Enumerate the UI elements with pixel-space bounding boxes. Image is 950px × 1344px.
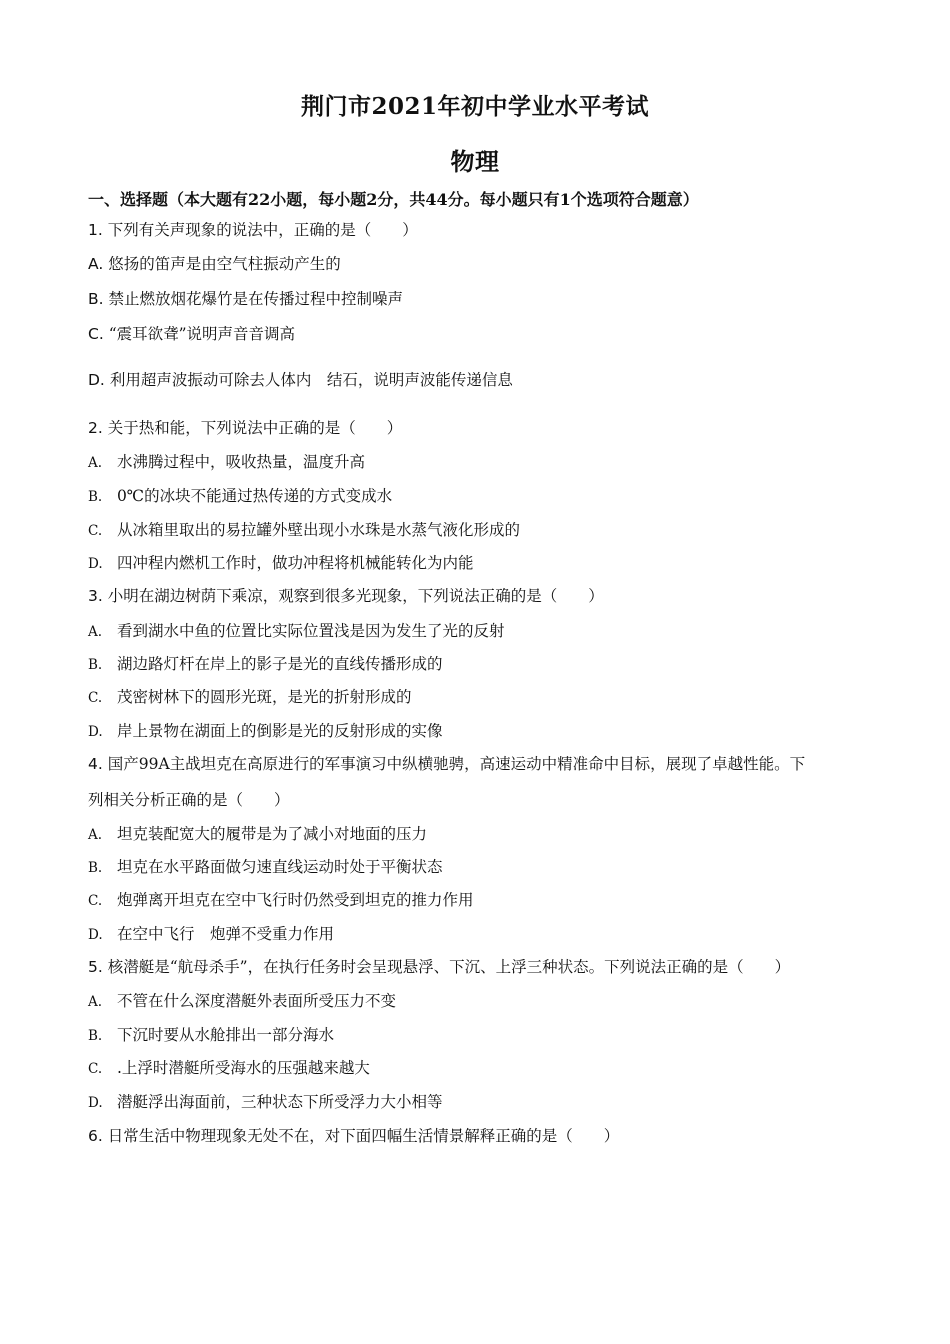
option-label: D.: [88, 371, 105, 389]
question-text: 小明在湖边树荫下乘凉，观察到很多光现象，下列说法正确的是（ ）: [107, 587, 604, 605]
option-label: D.: [88, 927, 103, 943]
question-6: [88, 1126, 878, 1146]
option-label: D.: [88, 556, 103, 572]
option-text: 利用超声波振动可除去人体内 结石，说明声波能传递信息: [109, 371, 513, 389]
question-text: 核潜艇是“航母杀手”，在执行任务时会呈现悬浮、下沉、上浮三种状态。下列说法正确的是（ ）: [107, 958, 791, 976]
option-label: C.: [88, 523, 103, 539]
question-4: [88, 754, 878, 774]
option-text: 湖边路灯杆在岸上的影子是光的直线传播形成的: [116, 655, 443, 673]
question-5-option-c: [88, 1058, 878, 1079]
option-label: A.: [88, 624, 103, 640]
question-1: [88, 220, 878, 240]
option-text: 从冰箱里取出的易拉罐外壁出现小水珠是水蒸气液化形成的: [116, 521, 520, 539]
option-text: 坦克装配宽大的履带是为了减小对地面的压力: [116, 825, 427, 843]
question-2-option-a: [88, 452, 878, 473]
question-number: 1.: [88, 221, 103, 239]
option-label: B.: [88, 1028, 103, 1044]
question-5-option-b: [88, 1025, 878, 1046]
option-label: D.: [88, 724, 103, 740]
question-4-continued: 列相关分析正确的是（ ）: [88, 791, 290, 809]
question-5-option-d: [88, 1092, 878, 1113]
question-2: [88, 418, 878, 438]
option-text: “震耳欲聋”说明声音音调高: [108, 325, 296, 343]
question-text: 关于热和能，下列说法中正确的是（ ）: [107, 419, 403, 437]
question-3-option-d: [88, 721, 878, 742]
exam-subject: 物理: [450, 147, 500, 176]
question-4-option-c: [88, 890, 878, 911]
question-1-option-d: [88, 370, 878, 390]
section-heading: 一、选择题（本大题有22小题，每小题2分，共44分。每小题只有1个选项符合题意）: [88, 190, 699, 209]
option-label: A.: [88, 455, 103, 471]
option-label: C.: [88, 690, 103, 706]
option-text: 不管在什么深度潜艇外表面所受压力不变: [116, 992, 396, 1010]
question-1-option-c: [88, 324, 878, 344]
option-label: C.: [88, 325, 104, 343]
question-3-option-a: [88, 621, 878, 642]
question-3-option-b: [88, 654, 878, 675]
question-4-option-d: [88, 924, 878, 945]
option-label: B.: [88, 290, 104, 308]
question-1-option-a: [88, 254, 878, 274]
option-text: 坦克在水平路面做匀速直线运动时处于平衡状态: [116, 858, 443, 876]
question-number: 3.: [88, 587, 103, 605]
option-text: 茂密树林下的圆形光斑，是光的折射形成的: [116, 688, 412, 706]
question-3: [88, 586, 878, 606]
option-label: B.: [88, 489, 103, 505]
question-text: 下列有关声现象的说法中，正确的是（ ）: [107, 221, 418, 239]
option-text: 四冲程内燃机工作时，做功冲程将机械能转化为内能: [116, 554, 474, 572]
option-label: C.: [88, 893, 103, 909]
option-label: A.: [88, 994, 103, 1010]
option-label: A.: [88, 255, 104, 273]
question-2-option-c: [88, 520, 878, 541]
option-label: D.: [88, 1095, 103, 1111]
option-text: 水沸腾过程中，吸收热量，温度升高: [116, 453, 365, 471]
option-text: 下沉时要从水舱排出一部分海水: [116, 1026, 334, 1044]
option-text: 禁止燃放烟花爆竹是在传播过程中控制噪声: [108, 290, 404, 308]
option-text: 潜艇浮出海面前，三种状态下所受浮力大小相等: [116, 1093, 443, 1111]
question-2-option-b: [88, 486, 878, 507]
option-label: A.: [88, 827, 103, 843]
question-5: [88, 957, 878, 977]
question-number: 5.: [88, 958, 103, 976]
option-text: 炮弹离开坦克在空中飞行时仍然受到坦克的推力作用: [116, 891, 474, 909]
question-4-option-a: [88, 824, 878, 845]
question-3-option-c: [88, 687, 878, 708]
option-text: 看到湖水中鱼的位置比实际位置浅是因为发生了光的反射: [116, 622, 505, 640]
option-text: 在空中飞行 炮弹不受重力作用: [116, 925, 334, 943]
question-number: 4.: [88, 755, 103, 773]
option-text: 悠扬的笛声是由空气柱振动产生的: [108, 255, 341, 273]
question-number: 2.: [88, 419, 103, 437]
exam-title: 荆门市2021年初中学业水平考试: [300, 93, 649, 120]
question-1-option-b: [88, 289, 878, 309]
option-label: C.: [88, 1061, 103, 1077]
option-text: 0℃的冰块不能通过热传递的方式变成水: [116, 487, 393, 505]
question-number: 6.: [88, 1127, 103, 1145]
option-text: 岸上景物在湖面上的倒影是光的反射形成的实像: [116, 722, 443, 740]
option-label: B.: [88, 860, 103, 876]
option-text: .上浮时潜艇所受海水的压强越来越大: [116, 1059, 370, 1077]
option-label: B.: [88, 657, 103, 673]
question-text: 国产99A主战坦克在高原进行的军事演习中纵横驰骋，高速运动中精准命中目标，展现了卓越性能。下: [107, 755, 806, 773]
question-5-option-a: [88, 991, 878, 1012]
question-2-option-d: [88, 553, 878, 574]
question-text: 日常生活中物理现象无处不在，对下面四幅生活情景解释正确的是（ ）: [107, 1127, 620, 1145]
question-4-option-b: [88, 857, 878, 878]
